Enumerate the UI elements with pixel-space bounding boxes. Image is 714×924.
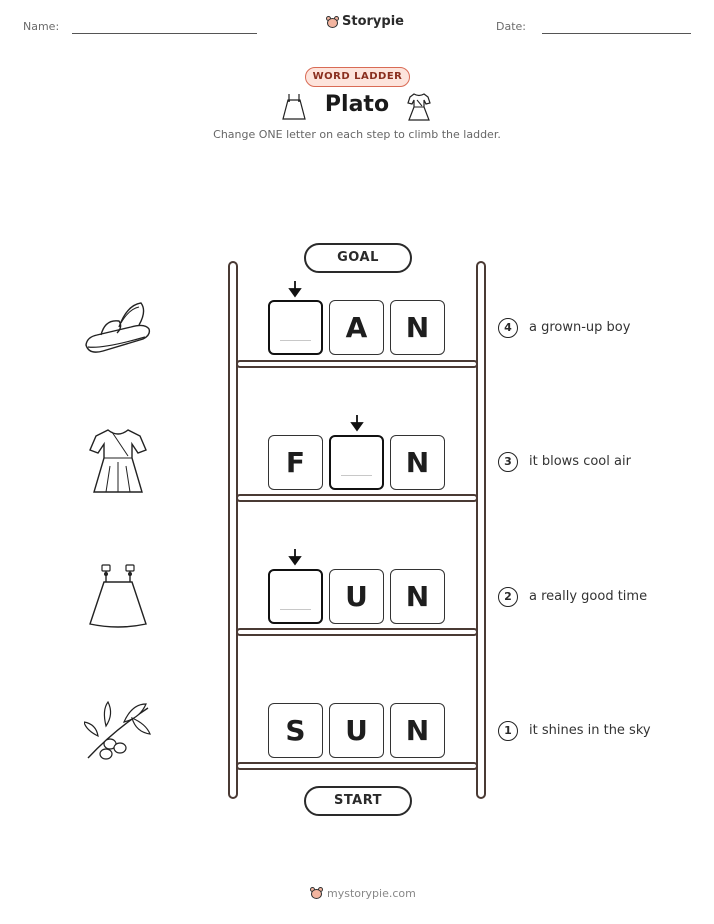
letter-tile: F (268, 435, 323, 490)
clue-text: it blows cool air (529, 454, 631, 469)
letter-tile-blank[interactable] (329, 435, 384, 490)
ladder-right-rail (476, 261, 486, 799)
letter-tile: U (329, 703, 384, 758)
dress-small-icon (280, 92, 308, 122)
footer (310, 886, 416, 900)
step-number-badge: 4 (498, 318, 518, 338)
olive-branch-icon (84, 700, 152, 762)
ladder-rung (236, 628, 478, 636)
letter-tile: N (390, 300, 445, 355)
brand-logo (326, 14, 404, 29)
step-number-badge: 1 (498, 721, 518, 741)
down-arrow-icon (288, 548, 302, 566)
letter-tile: A (329, 300, 384, 355)
name-label: Name: (23, 20, 60, 33)
down-arrow-icon (350, 414, 364, 432)
date-label: Date: (496, 20, 526, 33)
letter-tile: U (329, 569, 384, 624)
down-arrow-icon (288, 280, 302, 298)
dress-outline-icon (405, 91, 433, 123)
clue-text: a really good time (529, 589, 648, 604)
letter-tile: N (390, 569, 445, 624)
footer-url: mystorypie.com (327, 886, 416, 900)
letter-tile-blank[interactable] (268, 569, 323, 624)
bear-icon (326, 15, 339, 29)
letter-tile-blank[interactable] (268, 300, 323, 355)
ladder-left-rail (228, 261, 238, 799)
sandal-icon (83, 297, 153, 357)
letter-tile: N (390, 703, 445, 758)
clue-text: it shines in the sky (529, 723, 651, 738)
word-ladder-badge: WORD LADDER (305, 67, 410, 87)
clue-text: a grown-up boy (529, 320, 631, 335)
letter-tile: S (268, 703, 323, 758)
step-number-badge: 3 (498, 452, 518, 472)
brand-name: Storypie (342, 14, 404, 29)
instructions: Change ONE letter on each step to climb the ladder. (213, 128, 501, 141)
goal-label: GOAL (304, 243, 412, 273)
date-line[interactable] (542, 33, 691, 34)
pinafore-icon (86, 562, 150, 630)
start-label: START (304, 786, 412, 816)
step-number-badge: 2 (498, 587, 518, 607)
ladder-rung (236, 762, 478, 770)
ladder-rung (236, 360, 478, 368)
page-title: Plato (324, 92, 390, 117)
ladder-rung (236, 494, 478, 502)
dress-icon (88, 426, 148, 496)
letter-tile: N (390, 435, 445, 490)
bear-icon (310, 886, 323, 900)
name-line[interactable] (72, 33, 257, 34)
